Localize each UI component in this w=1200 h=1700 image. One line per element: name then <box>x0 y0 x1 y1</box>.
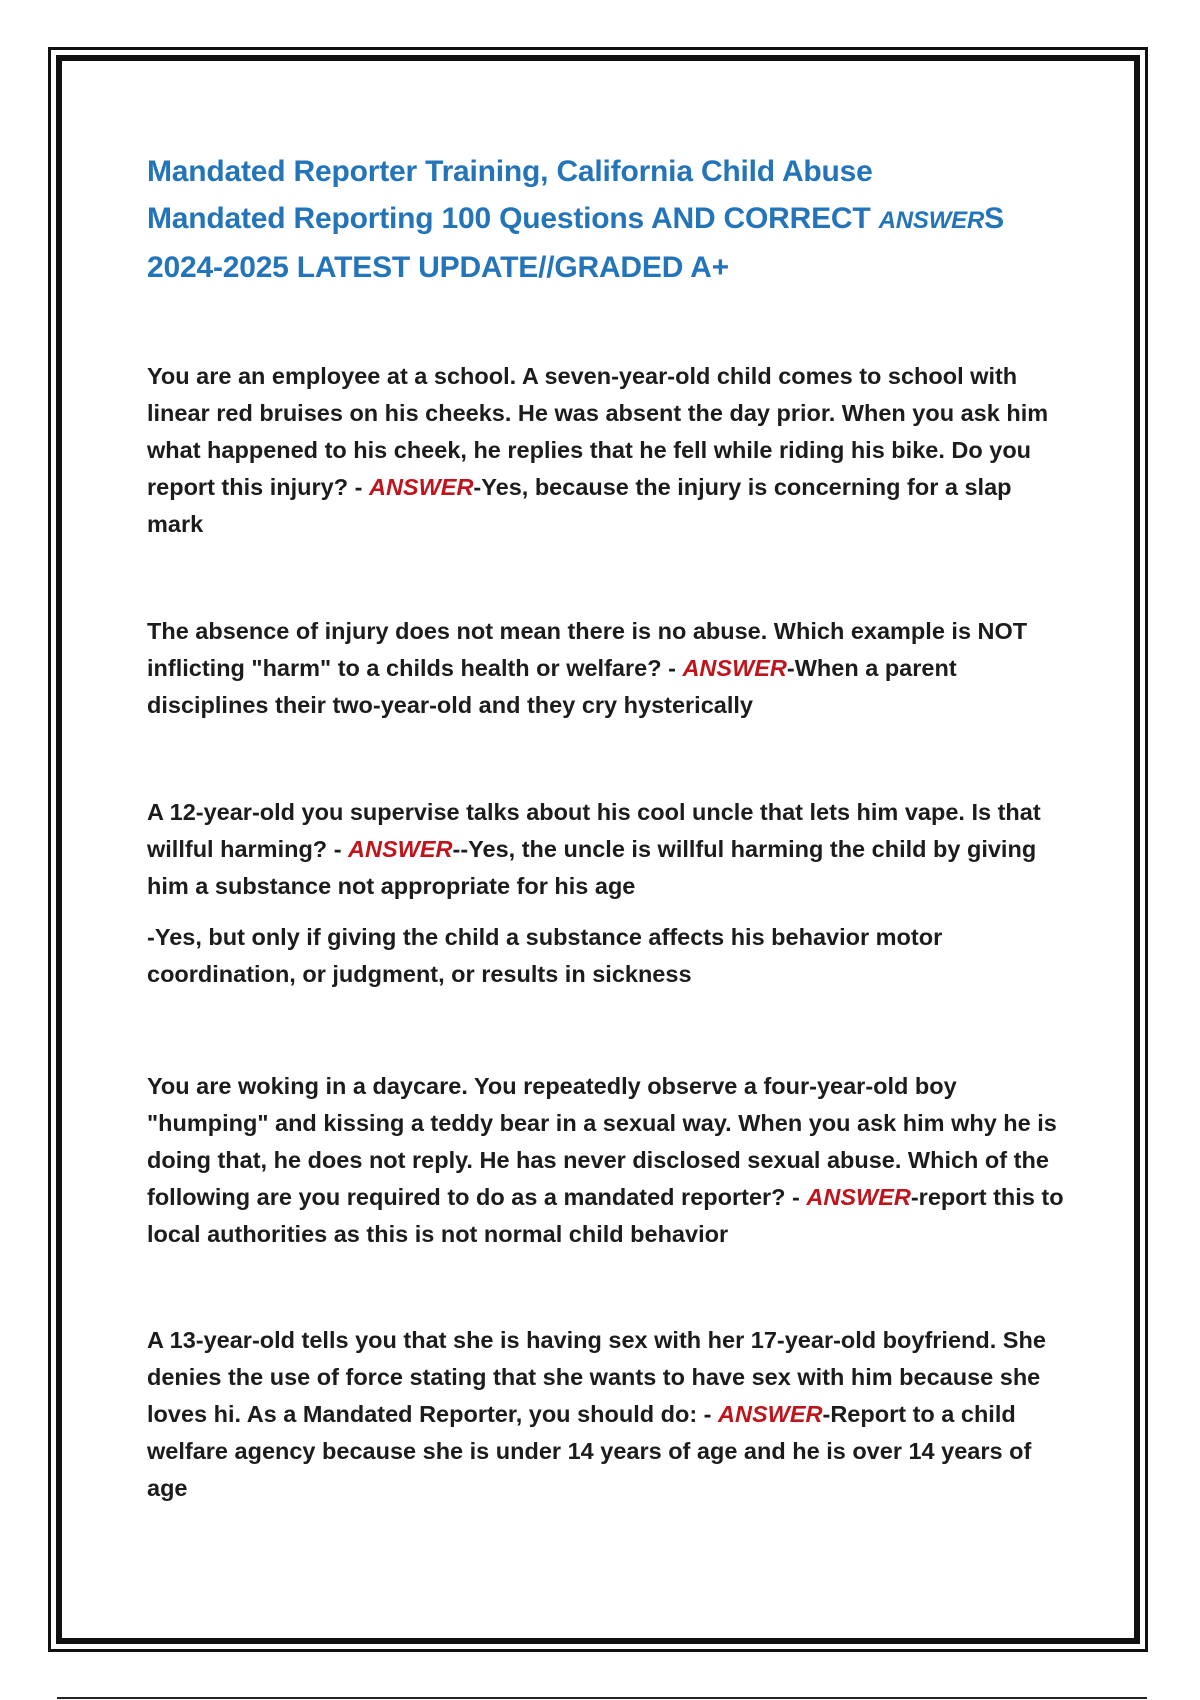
qa-item-3 <box>147 794 1067 993</box>
answer-text: -report this to local authorities as this is not normal child behavior <box>147 1184 1064 1247</box>
question-text: You are woking in a daycare. You repeatedly observe a four-year-old boy "humping" and kissing a teddy bear in a sexual way. When you ask him why he is doing that, he does not reply. He has never disclosed sexual abuse. Which of the following are you required to do as a mandated reporter? - <box>147 1073 1057 1210</box>
answer-label: ANSWER <box>682 655 787 681</box>
bottom-divider <box>57 1697 1147 1699</box>
answer-text: -Yes, because the injury is concerning for a slap mark <box>147 474 1012 537</box>
question-text: A 12-year-old you supervise talks about his cool uncle that lets him vape. Is that willful harming? - <box>147 799 1041 862</box>
title-line-2-post: S <box>984 202 1004 235</box>
document-content <box>147 148 1067 1501</box>
document-title <box>147 148 1067 291</box>
title-line-2-pre: Mandated Reporting 100 Questions AND CORRECT <box>147 202 879 235</box>
qa-item-2 <box>147 613 1067 724</box>
question-text: You are an employee at a school. A seven-year-old child comes to school with linear red bruises on his cheeks. He was absent the day prior. When you ask him what happened to his cheek, he replies that he fell while riding his bike. Do you report this injury? - <box>147 363 1049 500</box>
qa-paragraph <box>147 358 1067 543</box>
qa-extra-answer: -Yes, but only if giving the child a substance affects his behavior motor coordination, or judgment, or results in sickness <box>147 924 943 987</box>
question-text: The absence of injury does not mean there is no abuse. Which example is NOT inflicting "harm" to a childs health or welfare? - <box>147 618 1028 681</box>
qa-paragraph <box>147 1322 1067 1507</box>
question-text: A 13-year-old tells you that she is having sex with her 17-year-old boyfriend. She denies the use of force stating that she wants to have sex with him because she loves hi. As a Mandated Reporter, you should do: - <box>147 1327 1046 1427</box>
answer-label: ANSWER <box>806 1184 911 1210</box>
answer-text: -When a parent disciplines their two-year-old and they cry hysterically <box>147 655 957 718</box>
qa-item-5 <box>147 1322 1067 1507</box>
answer-label: ANSWER <box>368 474 474 500</box>
answer-label: ANSWER <box>718 1401 823 1427</box>
qa-paragraph <box>147 1068 1067 1253</box>
title-line-3: 2024-2025 LATEST UPDATE//GRADED A+ <box>147 251 729 284</box>
qa-paragraph <box>147 613 1067 724</box>
title-line-2-answer: ANSWER <box>878 207 985 234</box>
title-line-1: Mandated Reporter Training, California Child Abuse <box>147 155 873 188</box>
qa-paragraph <box>147 794 1067 905</box>
qa-item-1 <box>147 358 1067 543</box>
answer-text: -Report to a child welfare agency because she is under 14 years of age and he is over 14 years of age <box>147 1401 1032 1501</box>
answer-text: --Yes, the uncle is willful harming the child by giving him a substance not appropriate for his age <box>147 836 1037 899</box>
qa-item-4 <box>147 1068 1067 1253</box>
answer-label: ANSWER <box>348 836 453 862</box>
